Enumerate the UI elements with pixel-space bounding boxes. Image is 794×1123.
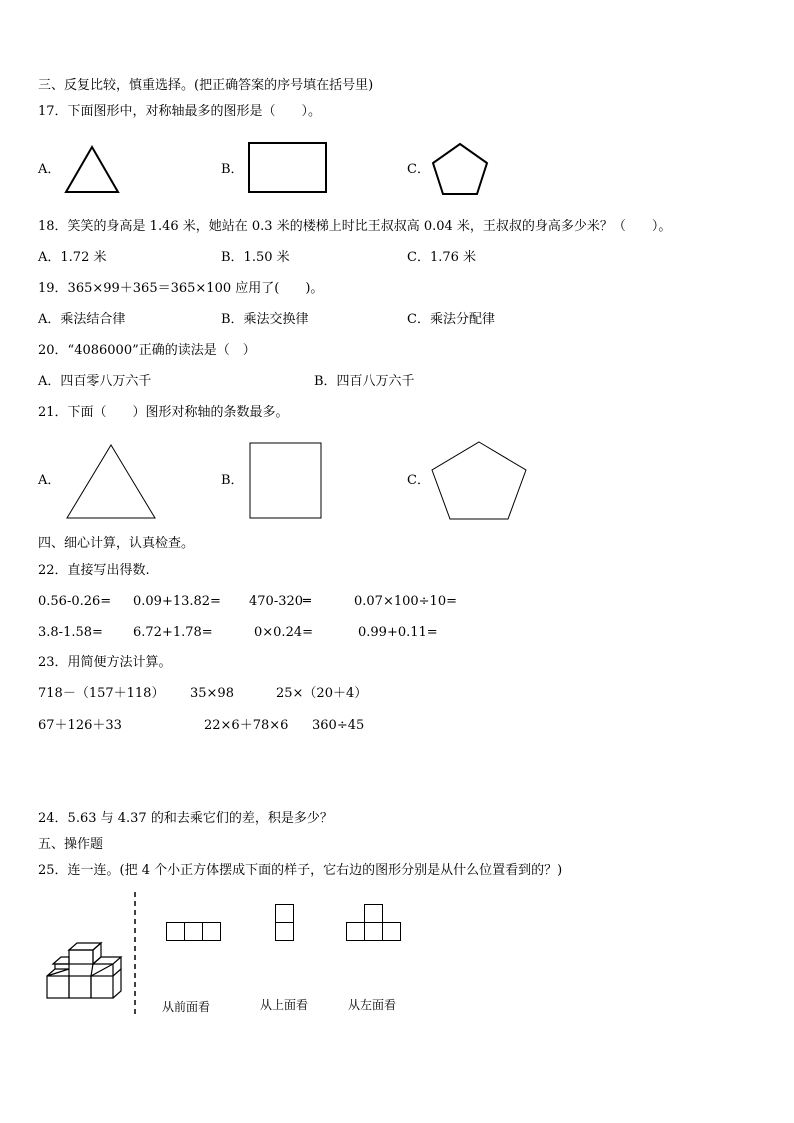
q17-option-a: A． (38, 162, 61, 177)
section3-heading: 三、反复比较，慎重选择。(把正确答案的序号填在括号里) (38, 78, 374, 93)
q22-r2-c1: 3.8-1.58= (38, 625, 103, 640)
q21-option-c: C． (407, 473, 430, 488)
top-view-icon (275, 904, 295, 942)
q23-stem: 23．用简便方法计算。 (38, 655, 172, 670)
q18-stem: 18．笑笑的身高是 1.46 米，她站在 0.3 米的楼梯上时比王叔叔高 0.04 米，王叔叔的身高多少米？（ ）。 (38, 219, 672, 234)
q22-r2-c2: 6.72+1.78= (133, 625, 213, 640)
q22-r2-c4: 0.99+0.11= (358, 625, 438, 640)
q22-r1-c1: 0.56-0.26= (38, 594, 112, 609)
front-view-label: 从前面看 (162, 1000, 211, 1014)
q23-r1-c3: 25×（20＋4） (276, 686, 368, 701)
left-view-icon (346, 904, 402, 942)
q22-r1-c3: 470-320═ (249, 594, 311, 609)
triangle-icon (64, 145, 120, 195)
dashed-divider (130, 892, 140, 1014)
q21-option-b: B． (221, 473, 244, 488)
left-view-label: 从左面看 (348, 998, 397, 1012)
triangle-icon (66, 443, 158, 521)
q19-option-b: B．乘法交换律 (221, 312, 309, 327)
q20-option-a: A．四百零八万六千 (38, 374, 152, 389)
q21-stem: 21．下面（ ）图形对称轴的条数最多。 (38, 405, 289, 420)
q21-option-a: A． (38, 473, 61, 488)
q22-r2-c3: 0×0.24= (254, 625, 314, 640)
q24-stem: 24．5.63 与 4.37 的和去乘它们的差，积是多少？ (38, 811, 333, 826)
section5-heading: 五、操作题 (38, 837, 104, 852)
pentagon-icon (430, 440, 528, 522)
pentagon-icon (431, 142, 489, 196)
q23-r1-c2: 35×98 (190, 686, 234, 701)
q23-r2-c2: 22×6＋78×6 (204, 718, 289, 733)
q25-stem: 25．连一连。(把 4 个小正方体摆成下面的样子，它右边的图形分别是从什么位置看到的？) (38, 863, 563, 878)
q17-option-c: C． (407, 162, 430, 177)
top-view-label: 从上面看 (260, 998, 309, 1012)
cube-stack-icon (45, 940, 125, 1002)
q19-stem: 19．365×99＋365＝365×100 应用了( )。 (38, 281, 324, 296)
q18-option-c: C．1.76 米 (407, 250, 477, 265)
q20-option-b: B．四百八万六千 (314, 374, 415, 389)
rectangle-icon (248, 142, 328, 194)
q18-option-b: B．1.50 米 (221, 250, 290, 265)
q19-option-c: C．乘法分配律 (407, 312, 495, 327)
front-view-icon (166, 922, 222, 942)
q17-option-b: B． (221, 162, 244, 177)
q23-r2-c3: 360÷45 (312, 718, 365, 733)
q23-r2-c1: 67＋126＋33 (38, 718, 122, 733)
q17-stem: 17．下面图形中，对称轴最多的图形是（ ）。 (38, 104, 322, 119)
q18-option-a: A．1.72 米 (38, 250, 107, 265)
square-icon (249, 442, 323, 520)
q22-r1-c2: 0.09+13.82= (133, 594, 221, 609)
q20-stem: 20．“4086000”正确的读法是（ ） (38, 343, 256, 358)
q22-stem: 22．直接写出得数. (38, 563, 150, 578)
section4-heading: 四、细心计算，认真检查。 (38, 536, 195, 551)
q19-option-a: A．乘法结合律 (38, 312, 126, 327)
q23-r1-c1: 718－（157＋118） (38, 686, 165, 701)
q22-r1-c4: 0.07×100÷10= (354, 594, 457, 609)
